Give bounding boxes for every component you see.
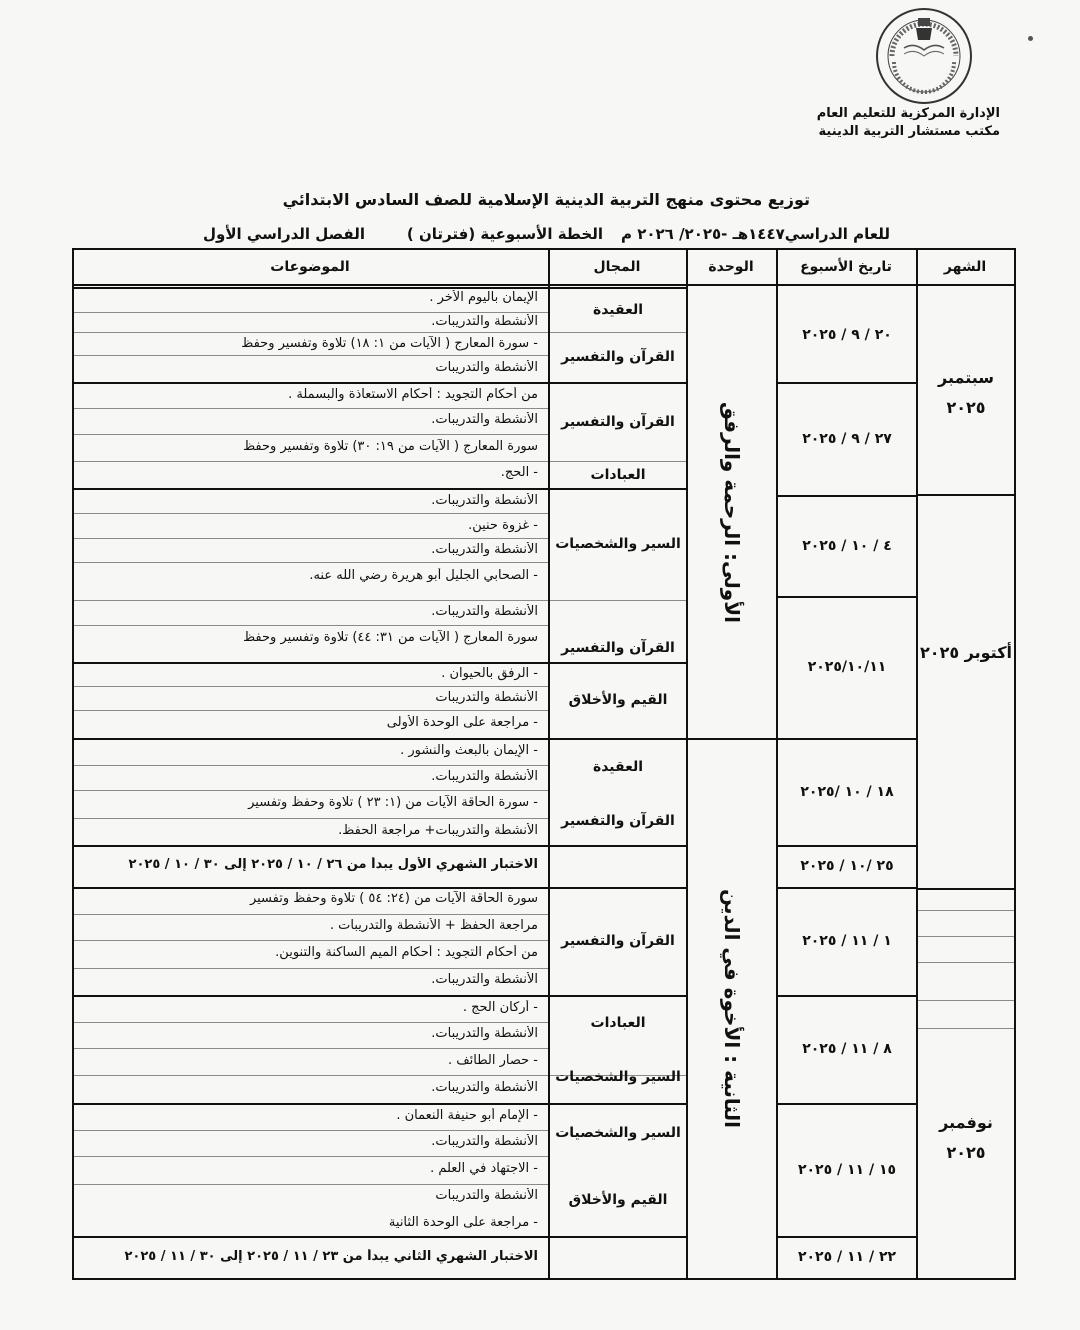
- topic-row: الأنشطة والتدريبات.: [431, 769, 538, 784]
- week-date: ١ / ١١ / ٢٠٢٥: [802, 933, 892, 949]
- week-date: ٨ / ١١ / ٢٠٢٥: [802, 1041, 892, 1057]
- topic-row: - الحج.: [500, 465, 538, 480]
- domain-cell: القرآن والتفسير: [561, 640, 675, 656]
- domain-cell: السير والشخصيات: [555, 1068, 681, 1085]
- domain-cell: العقيدة: [592, 759, 644, 775]
- topic-row: الإيمان باليوم الأخر .: [429, 290, 538, 305]
- domain-cell: القرآن والتفسير: [561, 933, 675, 949]
- topic-row: سورة الحاقة الآيات من (٢٤: ٥٤ ) تلاوة وحفظ وتفسير: [249, 891, 538, 906]
- week-date: ٢٠ / ٩ / ٢٠٢٥: [802, 326, 892, 343]
- month-october: أكتوبر ٢٠٢٥: [920, 643, 1012, 662]
- topic-row: الأنشطة والتدريبات: [435, 1188, 538, 1203]
- monthly-exam-2: الاختبار الشهري الثاني يبدأ من ٢٣ / ١١ / ٢٠٢٥ إلى ٣٠ / ١١ / ٢٠٢٥: [124, 1249, 538, 1264]
- domain-cell: العبادات: [590, 466, 646, 483]
- topic-row: سورة المعارج ( الآيات من ٣١: ٤٤) تلاوة وتفسير وحفظ: [243, 630, 538, 645]
- topic-row: الأنشطة والتدريبات.: [431, 542, 538, 557]
- admin-line-2: مكتب مستشار التربية الدينية: [818, 124, 1000, 139]
- unit-title-2: الثانية : الأخوة في الدين: [720, 888, 744, 1128]
- domain-cell: السير والشخصيات: [555, 536, 681, 552]
- week-date: ١٨ / ١٠ /٢٠٢٥: [800, 783, 894, 800]
- topic-row: من أحكام التجويد : أحكام الميم الساكنة والتنوين.: [275, 945, 538, 960]
- domain-cell: القيم والأخلاق: [568, 1191, 668, 1208]
- topic-row: من أحكام التجويد : أحكام الاستعاذة والبسملة .: [288, 387, 538, 402]
- topic-row: الأنشطة والتدريبات.: [431, 972, 538, 987]
- monthly-exam-1: الاختبار الشهري الأول يبدأ من ٢٦ / ١٠ / ٢٠٢٥ إلى ٣٠ / ١٠ / ٢٠٢٥: [128, 857, 538, 872]
- week-date: ٢٠٢٥/١٠/١١: [807, 659, 887, 675]
- topic-row: الأنشطة والتدريبات.: [431, 493, 538, 508]
- topic-row: الأنشطة والتدريبات+ مراجعة الحفظ.: [338, 823, 538, 838]
- admin-line-1: الإدارة المركزية للتعليم العام: [816, 106, 1000, 121]
- week-date: ٢٥ /١٠ / ٢٠٢٥: [800, 858, 894, 874]
- month-november: نوفمبر ٢٠٢٥: [939, 1113, 993, 1162]
- topic-row: - سورة المعارج ( الآيات من ١: ١٨) تلاوة وتفسير وحفظ: [241, 336, 538, 351]
- domain-cell: السير والشخصيات: [555, 1125, 681, 1141]
- topic-row: الأنشطة والتدريبات.: [431, 1134, 538, 1149]
- unit-cell-1: [688, 287, 776, 738]
- topic-row: الأنشطة والتدريبات.: [431, 1080, 538, 1095]
- month-september: سبتمبر ٢٠٢٥: [937, 368, 994, 417]
- topic-row: - حصار الطائف .: [447, 1053, 538, 1068]
- topic-row: - الإيمان بالبعث والنشور .: [400, 743, 538, 758]
- weekly-plan-label: الخطة الأسبوعية (فترتان ): [406, 225, 603, 243]
- ministry-seal-icon: [874, 6, 974, 106]
- term-label: الفصل الدراسي الأول: [203, 225, 365, 243]
- header-month: الشهر: [943, 259, 987, 275]
- topic-row: - مراجعة على الوحدة الأولى: [386, 715, 538, 730]
- week-date: ١٥ / ١١ / ٢٠٢٥: [797, 1161, 897, 1178]
- topic-row: مراجعة الحفظ + الأنشطة والتدريبات .: [329, 918, 538, 933]
- document-title: توزيع محتوى منهج التربية الدينية الإسلامية للصف السادس الابتدائي: [282, 190, 810, 209]
- topic-row: - غزوة حنين.: [468, 518, 538, 533]
- topic-row: الأنشطة والتدريبات: [435, 690, 538, 705]
- domain-cell: القرآن والتفسير: [561, 413, 675, 430]
- week-date: ٢٢ / ١١ / ٢٠٢٥: [797, 1249, 897, 1265]
- curriculum-table: [72, 248, 1016, 1280]
- topic-row: - أركان الحج .: [462, 1000, 538, 1015]
- topic-row: - الاجتهاد في العلم .: [430, 1161, 538, 1176]
- topic-row: - الرفق بالحيوان .: [441, 666, 538, 681]
- week-date: ٤ / ١٠ / ٢٠٢٥: [802, 537, 892, 554]
- header-week-date: تاريخ الأسبوع: [800, 259, 892, 275]
- topic-row: الأنشطة والتدريبات.: [431, 604, 538, 619]
- topic-row: - سورة الحاقة الآيات من (١: ٢٣ ) تلاوة وحفظ وتفسير: [248, 795, 538, 810]
- topic-row: الأنشطة والتدريبات.: [431, 412, 538, 427]
- topic-row: الأنشطة والتدريبات.: [431, 1026, 538, 1041]
- topic-row: الأنشطة والتدريبات.: [431, 314, 538, 329]
- topic-row: الأنشطة والتدريبات: [435, 360, 538, 375]
- header-unit: الوحدة: [708, 259, 754, 275]
- topic-row: - الصحابي الجليل أبو هريرة رضي الله عنه.: [309, 568, 538, 583]
- unit-title-1: الأولى: الرحمة والرفق: [720, 402, 744, 623]
- domain-cell: القرآن والتفسير: [561, 812, 675, 829]
- domain-cell: القيم والأخلاق: [568, 692, 668, 708]
- topic-row: - مراجعة على الوحدة الثانية: [388, 1215, 538, 1230]
- domain-cell: القرآن والتفسير: [561, 349, 675, 365]
- header-topics: الموضوعات: [270, 259, 350, 275]
- topic-row: - الإمام أبو حنيفة النعمان .: [396, 1108, 538, 1123]
- domain-cell: العبادات: [590, 1014, 646, 1031]
- academic-year-label: للعام الدراسي١٤٤٧هـ -٢٠٢٥/ ٢٠٢٦ م: [621, 225, 890, 243]
- topic-row: سورة المعارج ( الآيات من ١٩: ٣٠) تلاوة وتفسير وحفظ: [243, 439, 538, 454]
- header-domain: المجال: [593, 259, 641, 275]
- week-date: ٢٧ / ٩ / ٢٠٢٥: [802, 430, 892, 447]
- unit-cell-2: [688, 738, 776, 1278]
- domain-cell: العقيدة: [592, 301, 644, 318]
- page-dot: [1028, 36, 1033, 41]
